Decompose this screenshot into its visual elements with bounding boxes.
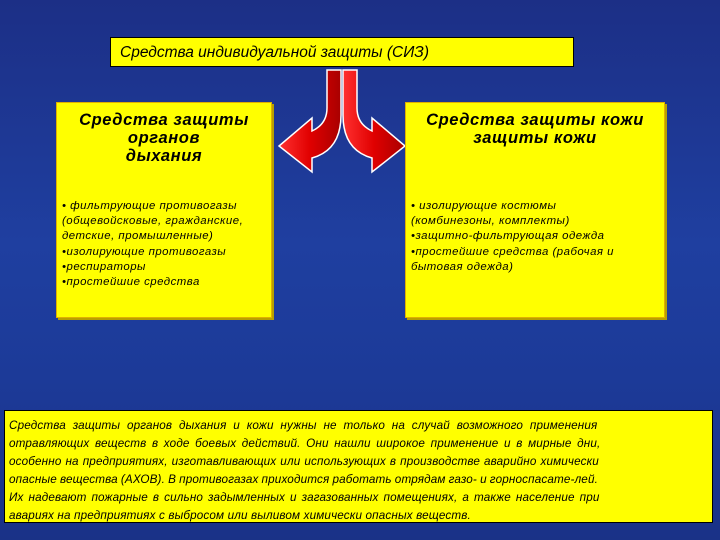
split-arrow-left-icon <box>279 70 341 172</box>
diagram-title-text: Средства индивидуальной защиты (СИЗ) <box>120 44 429 61</box>
list-item: •изолирующие противогазы <box>62 245 227 258</box>
description-box <box>4 410 713 523</box>
description-line: Средства защиты органов дыхания и кожи нужны не только на случай возможного применения <box>9 419 598 432</box>
list-item: • изолирующие костюмы <box>411 200 557 212</box>
list-item: •простейшие средства (рабочая и <box>411 245 614 258</box>
list-item: •простейшие средства <box>62 276 200 289</box>
description-line: опасные вещества (АХОВ). В противогазах приходится работать отрядам газо- и горноспасате-лей. <box>9 473 599 486</box>
card-title-line: Средства защиты <box>79 111 249 129</box>
respiratory-protection-title <box>57 111 271 165</box>
split-arrow-right-icon <box>343 70 405 172</box>
respiratory-protection-list <box>62 199 267 290</box>
list-item: •защитно-фильтрующая одежда <box>411 230 605 243</box>
card-title-line: дыхания <box>125 147 203 165</box>
respiratory-protection-card <box>56 102 272 318</box>
description-line: отравляющих веществ в ходе боевых действий. Они нашли широкое применение и в мирные дни, <box>9 437 601 450</box>
card-title-line: органов <box>127 129 201 147</box>
list-item: (комбинезоны, комплекты) <box>411 215 570 228</box>
list-item: • фильтрующие противогазы <box>62 200 238 212</box>
card-title-line: Средства защиты кожи <box>426 111 644 129</box>
skin-protection-list <box>411 199 660 275</box>
list-item: (общевойсковые, гражданские, <box>62 215 244 228</box>
skin-protection-card <box>405 102 665 318</box>
list-item: детские, промышленные) <box>62 230 214 243</box>
description-line: Их надевают пожарные в сильно задымленных и загазованных помещениях, а также население при <box>9 491 600 504</box>
description-line: авариях на предприятиях с выбросом или выливом химически опасных веществ. <box>9 509 471 522</box>
description-line: особенно на предприятиях, изготавливающих или использующих в производстве аварийно химически <box>9 455 599 468</box>
list-item: бытовая одежда) <box>411 260 514 273</box>
skin-protection-title <box>406 111 664 147</box>
list-item: •респираторы <box>62 260 146 273</box>
card-title-line: защиты кожи <box>473 129 597 147</box>
